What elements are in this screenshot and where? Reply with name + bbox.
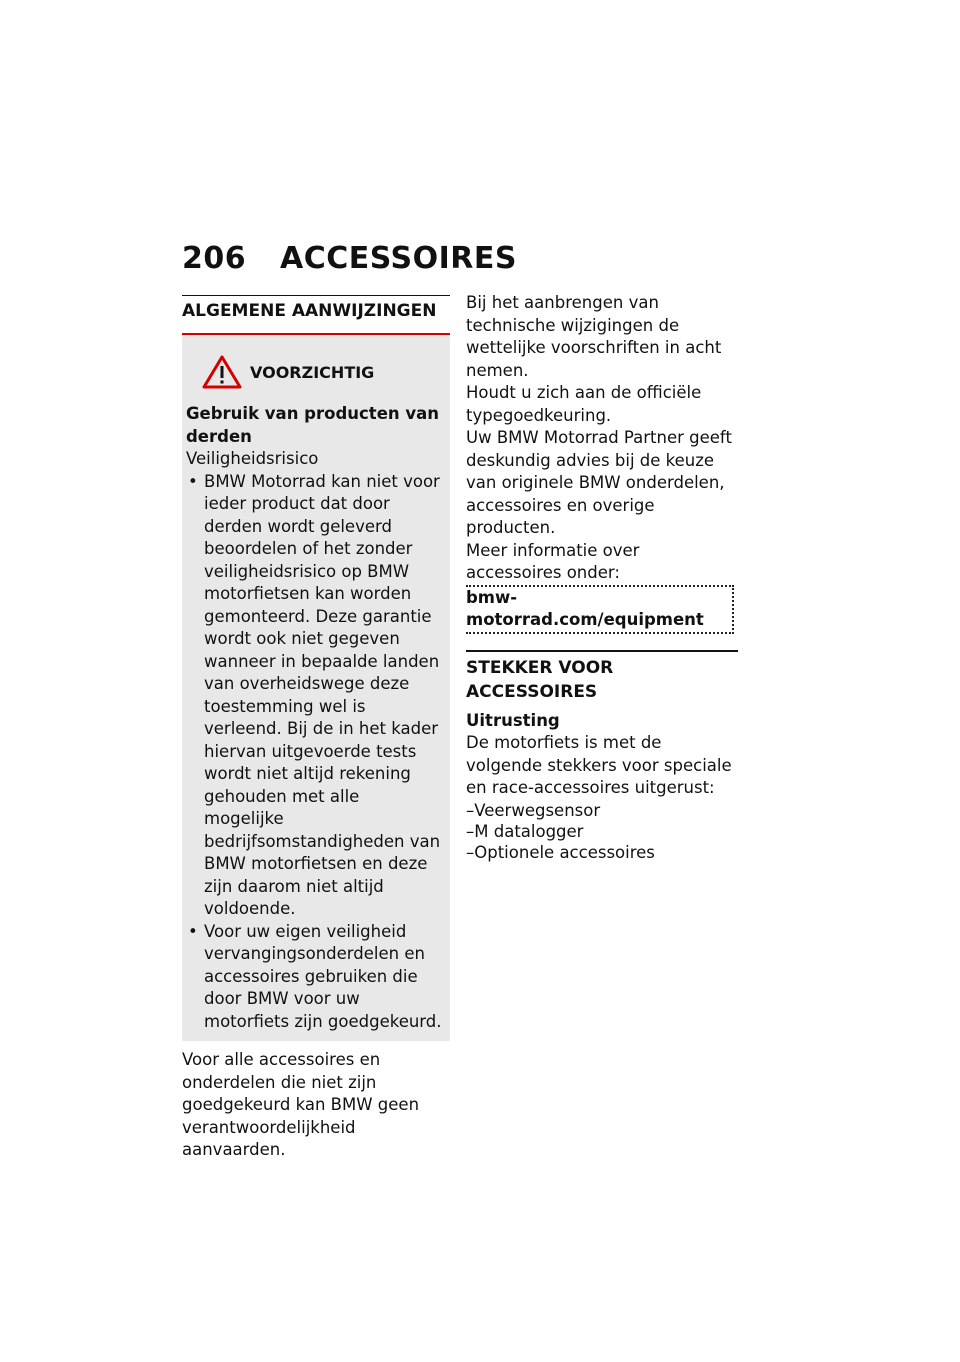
page-number: 206 <box>182 241 247 276</box>
equipment-link[interactable]: bmw-motorrad.com/equipment <box>466 585 734 634</box>
subheading-equipment: Uitrusting <box>466 710 560 730</box>
warning-label: VOORZICHTIG <box>250 362 375 382</box>
left-column <box>182 295 450 1162</box>
paragraph: Uw BMW Motorrad Partner geeft deskundig advies bij de keuze van originele BMW onderdelen, accessoires en overige producten. <box>466 428 732 537</box>
warning-box <box>182 335 450 1041</box>
section-title-general: ALGEMENE AANWIJZINGEN <box>182 295 450 331</box>
warning-title: Gebruik van producten van derden <box>186 404 440 446</box>
warning-risk: Veiligheidsrisico <box>186 449 319 468</box>
warning-bullet: • BMW Motorrad kan niet voor ieder product dat door derden wordt geleverd beoordelen of het zonder veiligheidsrisico op BMW motorfietsen kan worden gemonteerd. Deze garantie wordt ook niet gegeven wanneer in bepaalde landen van overheidswege deze toestemming wel is verleend. Bij de in het kader hiervan uitgevoerde tests wordt niet altijd rekening gehouden met alle mogelijke bedrijfsomstandigheden van BMW motorfietsen en deze zijn daarom niet altijd voldoende. <box>186 471 444 921</box>
warning-bullet: • Voor uw eigen veiligheid vervangingsonderdelen en accessoires gebruiken die door BMW voor uw motorfiets zijn goedgekeurd. <box>186 921 444 1034</box>
chapter-title: ACCESSOIRES <box>280 241 517 276</box>
paragraph: Meer informatie over accessoires onder: <box>466 540 640 582</box>
responsibility-text: Voor alle accessoires en onderdelen die niet zijn goedgekeurd kan BMW geen verantwoordelijkheid aanvaarden. <box>182 1050 420 1159</box>
warning-header <box>186 355 444 389</box>
right-column <box>466 292 738 863</box>
section-title-plug: STEKKER VOOR ACCESSOIRES <box>466 650 738 704</box>
page-header <box>182 241 517 276</box>
paragraph: De motorfiets is met de volgende stekkers voor speciale en race-accessoires uitgerust: <box>466 733 732 797</box>
list-item: –M datalogger <box>466 821 584 841</box>
list-item-label: Veerwegsensor <box>474 800 601 820</box>
paragraph: Bij het aanbrengen van technische wijzigingen de wettelijke voorschriften in acht nemen. <box>466 293 722 380</box>
list-item-label: Optionele accessoires <box>474 842 655 862</box>
list-item-label: M datalogger <box>474 821 584 841</box>
list-item: –Veerwegsensor <box>466 800 601 820</box>
paragraph: Houdt u zich aan de officiële typegoedkeuring. <box>466 383 702 425</box>
warning-triangle-icon <box>202 354 242 390</box>
list-item: –Optionele accessoires <box>466 842 655 862</box>
